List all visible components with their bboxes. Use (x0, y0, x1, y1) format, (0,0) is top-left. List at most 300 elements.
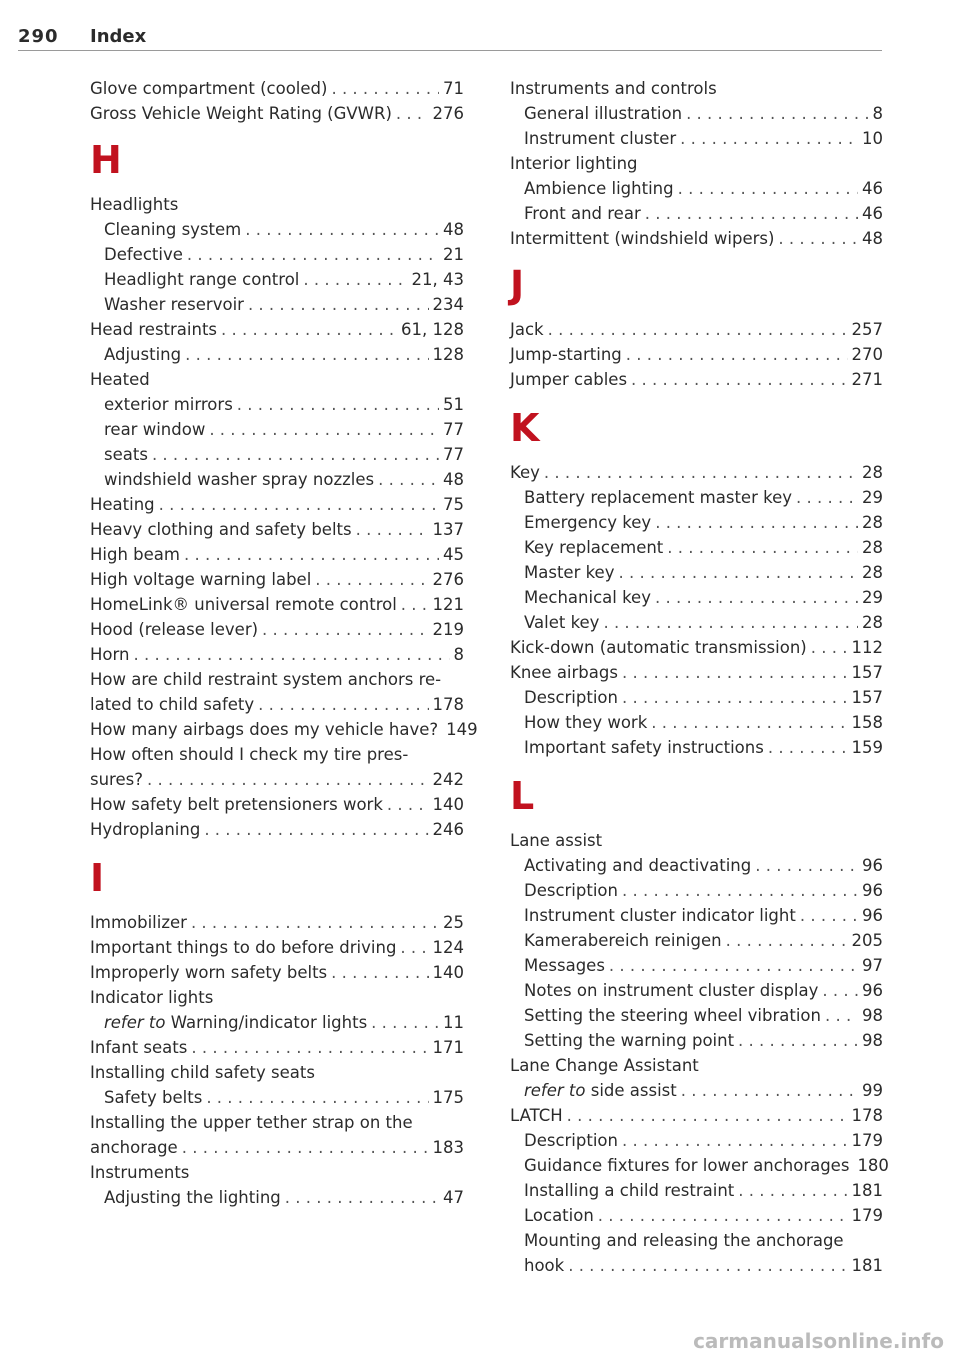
dot-leader (768, 735, 848, 760)
index-subentry (510, 610, 883, 635)
dot-leader (567, 1103, 848, 1128)
index-entry (510, 76, 883, 101)
entry-label: Description (524, 1131, 618, 1150)
entry-page: 77 (443, 445, 464, 464)
index-entry (90, 935, 464, 960)
entry-page: 157 (851, 688, 883, 707)
entry-label: Key (510, 463, 540, 482)
entry-page: 71 (443, 79, 464, 98)
entry-label: Headlight range control (104, 270, 300, 289)
entry-label: Key replacement (524, 538, 664, 557)
dot-leader (209, 417, 439, 442)
index-subentry (510, 1128, 883, 1153)
entry-label: Setting the warning point (524, 1031, 735, 1050)
section-letter-l: L (510, 774, 535, 818)
dot-leader (285, 1185, 439, 1210)
entry-label: Installing a child restraint (524, 1181, 735, 1200)
entry-label: windshield washer spray nozzles (104, 470, 375, 489)
dot-leader (159, 492, 439, 517)
index-subentry (510, 878, 883, 903)
index-subentry (510, 685, 883, 710)
entry-page: 8 (453, 645, 464, 664)
dot-leader (686, 101, 868, 126)
dot-leader (187, 242, 439, 267)
index-entry (90, 792, 464, 817)
dot-leader (356, 517, 429, 542)
entry-page: 21, 43 (411, 270, 464, 289)
entry-page: 112 (851, 638, 883, 657)
section-letter-j: J (510, 263, 525, 307)
entry-label: High voltage warning label (90, 570, 312, 589)
entry-label: Cleaning system (104, 220, 242, 239)
entry-label: Head restraints (90, 320, 218, 339)
entry-label: How safety belt pretensioners work (90, 795, 383, 814)
entry-page: 175 (432, 1088, 464, 1107)
index-subentry (510, 735, 883, 760)
entry-page: 183 (432, 1138, 464, 1157)
dot-leader (245, 217, 439, 242)
entry-page: 11 (443, 1013, 464, 1032)
entry-page: 178 (851, 1106, 883, 1125)
entry-label: High beam (90, 545, 180, 564)
entry-label: lated to child safety (90, 695, 255, 714)
entry-reference: refer to (104, 1013, 171, 1032)
section-letter-k: K (510, 406, 540, 450)
entry-label: Jump-starting (510, 345, 622, 364)
dot-leader (387, 792, 429, 817)
dot-leader (681, 1078, 858, 1103)
dot-leader (726, 928, 848, 953)
entry-label: Valet key (524, 613, 600, 632)
entry-label: Headlights (90, 195, 179, 214)
entry-label: Kamerabereich reinigen (524, 931, 722, 950)
index-entry (90, 517, 464, 542)
index-subentry (90, 267, 464, 292)
entry-page: 96 (862, 906, 883, 925)
index-entry (90, 1160, 464, 1185)
entry-page: 29 (862, 588, 883, 607)
entry-page: 242 (432, 770, 464, 789)
dot-leader (631, 367, 847, 392)
index-entry (90, 617, 464, 642)
index-entry (510, 151, 883, 176)
entry-page: 48 (443, 220, 464, 239)
index-subentry (510, 978, 883, 1003)
entry-page: 48 (862, 229, 883, 248)
page-header (18, 24, 882, 51)
entry-label: Kick-down (automatic transmission) (510, 638, 807, 657)
entry-page: 96 (862, 981, 883, 1000)
entry-label: Master key (524, 563, 615, 582)
entry-page: 47 (443, 1188, 464, 1207)
entry-page: 46 (862, 179, 883, 198)
index-subentry (510, 126, 883, 151)
dot-leader (303, 267, 407, 292)
entry-page: 124 (432, 938, 464, 957)
entry-page: 157 (851, 663, 883, 682)
entry-label: Mounting and releasing the anchorage (524, 1231, 844, 1250)
entry-label: Mechanical key (524, 588, 651, 607)
entry-label: refer to side assist (524, 1081, 677, 1100)
entry-page: 25 (443, 913, 464, 932)
entry-page: 140 (432, 963, 464, 982)
index-entry (90, 367, 464, 392)
index-entry (90, 567, 464, 592)
entry-label: How are child restraint system anchors re- (90, 670, 442, 689)
entry-page: 28 (862, 538, 883, 557)
dot-leader (185, 342, 428, 367)
dot-leader (331, 960, 428, 985)
entry-label: Jack (510, 320, 544, 339)
entry-label: Installing child safety seats (90, 1063, 315, 1082)
entry-label: sures? (90, 770, 143, 789)
index-entry (510, 1053, 883, 1078)
dot-leader (622, 660, 848, 685)
entry-page: 276 (432, 570, 464, 589)
entry-page: 137 (432, 520, 464, 539)
index-column-left (90, 76, 478, 1210)
entry-label: Messages (524, 956, 605, 975)
page-title: Index (90, 26, 147, 47)
entry-label: Gross Vehicle Weight Rating (GVWR) (90, 104, 392, 123)
entry-page: 45 (443, 545, 464, 564)
entry-page: 159 (851, 738, 883, 757)
entry-page: 46 (862, 204, 883, 223)
entry-page: 21 (443, 245, 464, 264)
dot-leader (331, 76, 439, 101)
dot-leader (237, 392, 439, 417)
dot-leader (396, 101, 429, 126)
entry-label: Activating and deactivating (524, 856, 752, 875)
index-subentry (90, 1185, 464, 1210)
entry-label: Important things to do before driving (90, 938, 397, 957)
index-subentry (90, 1010, 464, 1035)
index-entry (90, 1060, 464, 1085)
entry-label: Glove compartment (cooled) (90, 79, 328, 98)
dot-leader (800, 903, 858, 928)
dot-leader (622, 878, 858, 903)
dot-leader (822, 978, 858, 1003)
entry-label: Instruments (90, 1163, 190, 1182)
entry-page: 270 (851, 345, 883, 364)
entry-group (90, 192, 478, 842)
entry-page: 98 (862, 1031, 883, 1050)
index-entry (510, 660, 883, 685)
index-entry (90, 985, 464, 1010)
index-entry (510, 1103, 883, 1128)
entry-label: How many airbags does my vehicle have? (90, 720, 439, 739)
entry-page: 271 (851, 370, 883, 389)
entry-label: Knee airbags (510, 663, 618, 682)
dot-leader (315, 567, 428, 592)
entry-label: hook (524, 1256, 565, 1275)
index-subentry (510, 1178, 883, 1203)
entry-label: General illustration (524, 104, 683, 123)
entry-label: Hood (release lever) (90, 620, 259, 639)
index-subentry (90, 442, 464, 467)
entry-page: 171 (432, 1038, 464, 1057)
index-subentry (510, 585, 883, 610)
entry-label: refer to Warning/indicator lights (104, 1013, 368, 1032)
dot-leader (568, 1253, 847, 1278)
entry-label: Instruments and controls (510, 79, 717, 98)
dot-leader (400, 935, 428, 960)
entry-page: 51 (443, 395, 464, 414)
dot-leader (655, 585, 858, 610)
index-entry (510, 828, 883, 853)
entry-label: Description (524, 688, 618, 707)
entry-label: Jumper cables (510, 370, 628, 389)
dot-leader (544, 460, 858, 485)
entry-label: Battery replacement master key (524, 488, 792, 507)
entry-page: 96 (862, 881, 883, 900)
index-subentry (510, 903, 883, 928)
index-entry (90, 717, 478, 742)
dot-leader (248, 292, 429, 317)
index-entry (510, 342, 883, 367)
entry-label: Heavy clothing and safety belts (90, 520, 352, 539)
entry-group (510, 76, 883, 251)
entry-label: Lane assist (510, 831, 603, 850)
index-subentry (510, 560, 883, 585)
index-subentry (90, 292, 464, 317)
index-entry (90, 667, 464, 692)
entry-page: 28 (862, 513, 883, 532)
index-subentry (510, 710, 883, 735)
dot-leader (655, 510, 858, 535)
entry-page: 140 (432, 795, 464, 814)
entry-page: 98 (862, 1006, 883, 1025)
entry-page: 28 (862, 463, 883, 482)
index-entry (90, 642, 464, 667)
dot-leader (796, 485, 858, 510)
dot-leader (221, 317, 397, 342)
entry-page: 77 (443, 420, 464, 439)
entry-label: Heating (90, 495, 155, 514)
entry-label: How often should I check my tire pres- (90, 745, 409, 764)
dot-leader (133, 642, 449, 667)
index-entry-continuation (510, 1253, 883, 1278)
entry-label: Heated (90, 370, 150, 389)
entry-page: 181 (851, 1256, 883, 1275)
index-entry (90, 742, 464, 767)
entry-label: Washer reservoir (104, 295, 244, 314)
dot-leader (755, 853, 858, 878)
entry-label: Notes on instrument cluster display (524, 981, 819, 1000)
entry-label: Indicator lights (90, 988, 214, 1007)
index-entry-continuation (90, 692, 464, 717)
entry-page: 179 (851, 1131, 883, 1150)
dot-leader (152, 442, 439, 467)
index-entry (510, 226, 883, 251)
entry-label: Interior lighting (510, 154, 638, 173)
index-subentry (90, 242, 464, 267)
index-entry (510, 317, 883, 342)
entry-reference: refer to (524, 1081, 591, 1100)
entry-label: Hydroplaning (90, 820, 201, 839)
entry-label: Location (524, 1206, 594, 1225)
entry-page: 48 (443, 470, 464, 489)
entry-page: 97 (862, 956, 883, 975)
index-subentry (510, 1203, 883, 1228)
entry-label: Infant seats (90, 1038, 188, 1057)
entry-label: seats (104, 445, 148, 464)
index-subentry (510, 1028, 883, 1053)
dot-leader (622, 685, 848, 710)
entry-page: 128 (432, 345, 464, 364)
dot-leader (262, 617, 428, 642)
section-letter-h: H (90, 138, 122, 182)
index-subentry (510, 853, 883, 878)
dot-leader (667, 535, 858, 560)
entry-group (90, 910, 464, 1210)
index-subentry (510, 1153, 889, 1178)
index-entry (90, 1035, 464, 1060)
index-column-right (510, 76, 889, 1278)
entry-label: anchorage (90, 1138, 178, 1157)
index-entry-continuation (90, 767, 464, 792)
index-entry (90, 960, 464, 985)
index-entry (90, 542, 464, 567)
entry-label: Front and rear (524, 204, 641, 223)
dot-leader (626, 342, 848, 367)
entry-page: 8 (872, 104, 883, 123)
dot-leader (738, 1178, 847, 1203)
entry-page: 96 (862, 856, 883, 875)
dot-leader (401, 592, 429, 617)
dot-leader (678, 176, 858, 201)
entry-label: Important safety instructions (524, 738, 764, 757)
dot-leader (378, 467, 439, 492)
entry-page: 99 (862, 1081, 883, 1100)
dot-leader (184, 542, 439, 567)
entry-label: Safety belts (104, 1088, 203, 1107)
dot-leader (371, 1010, 439, 1035)
dot-leader (191, 910, 439, 935)
dot-leader (603, 610, 858, 635)
dot-leader (204, 817, 428, 842)
index-entry (510, 367, 883, 392)
dot-leader (680, 126, 858, 151)
section-letter-i: I (90, 856, 105, 900)
dot-leader (598, 1203, 848, 1228)
entry-page: 246 (432, 820, 464, 839)
entry-page: 121 (432, 595, 464, 614)
entry-group (510, 460, 883, 760)
entry-label: Setting the steering wheel vibration (524, 1006, 821, 1025)
entry-page: 28 (862, 563, 883, 582)
index-subentry (510, 1003, 883, 1028)
index-subentry (510, 101, 883, 126)
entry-page: 234 (432, 295, 464, 314)
entry-label: Instrument cluster indicator light (524, 906, 796, 925)
entry-page: 29 (862, 488, 883, 507)
index-entry (90, 76, 464, 101)
index-subentry (510, 535, 883, 560)
entry-page: 149 (446, 720, 478, 739)
entry-page: 179 (851, 1206, 883, 1225)
entry-label: Lane Change Assistant (510, 1056, 699, 1075)
entry-page: 28 (862, 613, 883, 632)
dot-leader (258, 692, 428, 717)
index-entry (90, 317, 464, 342)
dot-leader (825, 1003, 858, 1028)
entry-label: Guidance fixtures for lower anchorages (524, 1156, 850, 1175)
dot-leader (206, 1085, 428, 1110)
entry-page: 257 (851, 320, 883, 339)
dot-leader (548, 317, 848, 342)
index-subentry (90, 467, 464, 492)
entry-page: 181 (851, 1181, 883, 1200)
entry-label: Defective (104, 245, 183, 264)
dot-leader (645, 201, 858, 226)
entry-page: 276 (432, 104, 464, 123)
entry-group (510, 317, 883, 392)
entry-page: 75 (443, 495, 464, 514)
dot-leader (182, 1135, 429, 1160)
index-subentry (90, 342, 464, 367)
entry-group (510, 828, 889, 1278)
entry-label: Horn (90, 645, 130, 664)
index-subentry (90, 392, 464, 417)
dot-leader (738, 1028, 858, 1053)
dot-leader (778, 226, 858, 251)
entry-page: 61, 128 (401, 320, 464, 339)
index-entry (510, 635, 883, 660)
index-entry (90, 192, 464, 217)
index-subentry (510, 1078, 883, 1103)
index-subentry (90, 417, 464, 442)
index-entry (90, 492, 464, 517)
index-entry (90, 592, 464, 617)
entry-label: Adjusting the lighting (104, 1188, 281, 1207)
entry-label: HomeLink® universal remote control (90, 595, 397, 614)
index-subentry (510, 201, 883, 226)
index-subentry (510, 176, 883, 201)
dot-leader (622, 1128, 848, 1153)
entry-label: How they work (524, 713, 648, 732)
watermark: carmanualsonline.info (693, 1329, 944, 1353)
index-subentry (90, 1085, 464, 1110)
dot-leader (191, 1035, 428, 1060)
index-subentry (90, 217, 464, 242)
entry-label: Adjusting (104, 345, 182, 364)
index-subentry (510, 510, 883, 535)
index-subentry (510, 928, 883, 953)
entry-label: Installing the upper tether strap on the (90, 1113, 413, 1132)
entry-page: 205 (851, 931, 883, 950)
entry-label: Instrument cluster (524, 129, 677, 148)
entry-label: Intermittent (windshield wipers) (510, 229, 775, 248)
dot-leader (147, 767, 429, 792)
entry-label: Emergency key (524, 513, 652, 532)
entry-label: exterior mirrors (104, 395, 233, 414)
index-subentry (510, 1228, 883, 1253)
dot-leader (609, 953, 858, 978)
index-entry (90, 910, 464, 935)
index-entry (90, 101, 464, 126)
entry-group (90, 76, 464, 126)
entry-page: 178 (432, 695, 464, 714)
entry-label: LATCH (510, 1106, 563, 1125)
entry-label: Ambience lighting (524, 179, 674, 198)
entry-label: rear window (104, 420, 206, 439)
page-number: 290 (18, 26, 59, 47)
entry-page: 219 (432, 620, 464, 639)
entry-label: Improperly worn safety belts (90, 963, 328, 982)
entry-page: 158 (851, 713, 883, 732)
entry-page: 10 (862, 129, 883, 148)
